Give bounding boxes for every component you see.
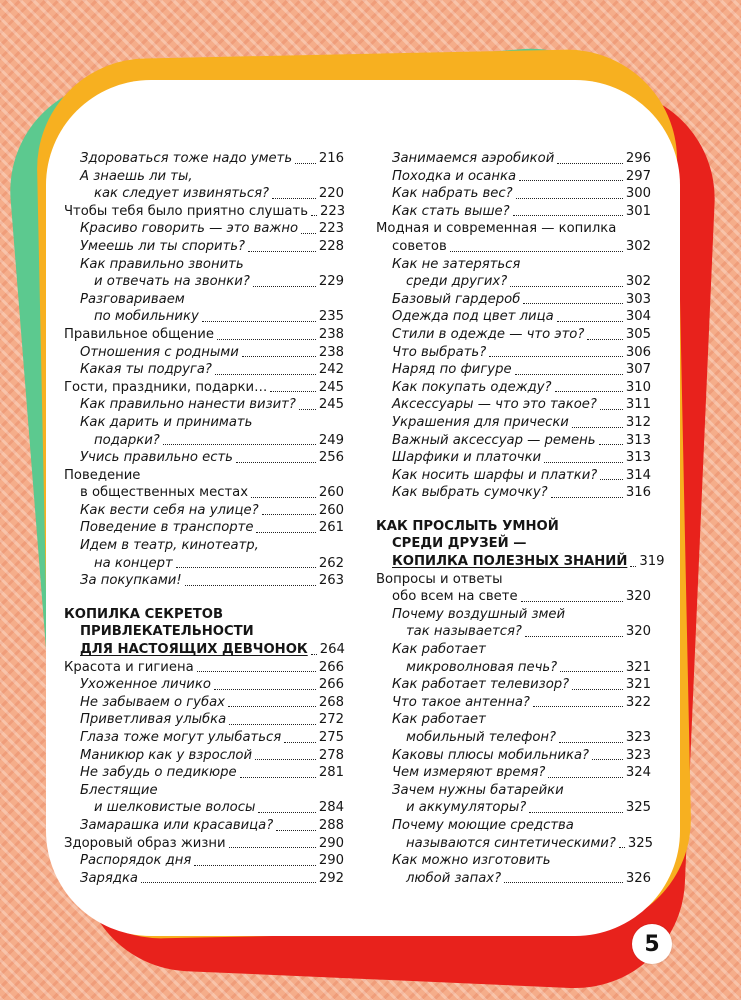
toc-entry-title: Какая ты подруга?	[80, 362, 212, 378]
toc-entry	[64, 747, 344, 765]
toc-entry	[64, 502, 344, 520]
toc-entry-page: 303	[625, 291, 651, 307]
toc-entry	[376, 203, 651, 221]
dot-leader	[504, 882, 623, 883]
toc-entry	[376, 747, 651, 765]
toc-entry	[376, 764, 651, 782]
dot-leader	[555, 391, 623, 392]
toc-entry-title: За покупками!	[80, 573, 182, 589]
toc-entry-page: 275	[318, 730, 344, 745]
toc-entry	[376, 256, 651, 274]
dot-leader	[489, 356, 623, 357]
toc-entry-title: КАК ПРОСЛЫТЬ УМНОЙ	[376, 518, 559, 534]
toc-entry	[376, 606, 651, 624]
toc-entry-title: Учись правильно есть	[80, 450, 233, 466]
toc-entry-title: мобильный телефон?	[406, 730, 557, 745]
toc-entry-title: Умеешь ли ты спорить?	[80, 238, 246, 254]
toc-entry-title: Правильное общение	[64, 326, 214, 342]
toc-entry-title: Поведение	[64, 467, 141, 483]
toc-entry-page: 260	[318, 485, 344, 501]
toc-entry-page: 229	[318, 274, 344, 290]
toc-section-heading	[376, 518, 651, 536]
toc-entry-title: Шарфики и платочки	[392, 450, 542, 466]
toc-entry-page: 314	[625, 467, 651, 483]
toc-entry	[376, 396, 651, 414]
toc-entry-title: СРЕДИ ДРУЗЕЙ —	[392, 536, 527, 552]
toc-entry-title: А знаешь ли ты,	[80, 168, 193, 184]
toc-entry-page: 296	[625, 151, 651, 166]
toc-entry-page: 306	[625, 344, 651, 360]
toc-entry-title: Украшения для прически	[392, 414, 569, 430]
toc-entry-page: 290	[318, 835, 344, 851]
dot-leader	[197, 671, 316, 672]
toc-entry	[64, 659, 344, 677]
toc-entry-title: Гости, праздники, подарки…	[64, 379, 268, 395]
toc-entry	[64, 782, 344, 800]
toc-entry-title: Идем в театр, кинотеатр,	[80, 538, 259, 554]
dot-leader	[176, 567, 316, 568]
toc-entry-page: 260	[318, 502, 344, 518]
toc-entry-title: Чем измеряют время?	[392, 765, 546, 781]
toc-entry	[376, 361, 651, 379]
dot-leader	[630, 566, 636, 567]
toc-entry-page: 272	[318, 712, 344, 728]
dot-leader	[217, 339, 316, 340]
toc-entry-title: так называется?	[406, 624, 522, 640]
toc-entry-title: Одежда под цвет лица	[392, 309, 554, 325]
toc-entry	[376, 185, 651, 203]
toc-entry-page: 290	[318, 853, 344, 869]
toc-entry	[64, 432, 344, 450]
toc-entry-page: 220	[318, 186, 344, 202]
dot-leader	[619, 847, 625, 848]
toc-entry-title: КОПИЛКА ПОЛЕЗНЫХ ЗНАНИЙ	[392, 554, 628, 570]
toc-entry	[64, 555, 344, 573]
dot-leader	[229, 847, 316, 848]
dot-leader	[229, 724, 316, 725]
toc-entry-page: 325	[627, 835, 654, 851]
toc-entry-title: Чтобы тебя было приятно слушать	[64, 203, 308, 219]
toc-entry	[376, 694, 651, 712]
dot-leader	[272, 198, 316, 199]
toc-entry-title: Зачем нужны батарейки	[392, 782, 564, 798]
toc-entry-page: 235	[318, 309, 344, 325]
toc-entry-title: советов	[392, 238, 447, 254]
toc-section-heading	[376, 553, 665, 571]
toc-entry	[64, 467, 344, 485]
dot-leader	[521, 601, 623, 602]
toc-entry	[64, 273, 344, 291]
toc-entry	[64, 852, 344, 870]
dot-leader	[236, 462, 316, 463]
toc-column-left	[64, 150, 344, 887]
toc-entry	[376, 659, 651, 677]
toc-entry-title: КОПИЛКА СЕКРЕТОВ	[64, 606, 223, 622]
dot-leader	[600, 479, 623, 480]
toc-entry	[64, 729, 344, 747]
toc-entry-title: Стили в одежде — что это?	[392, 326, 585, 342]
toc-entry	[376, 432, 651, 450]
toc-entry-page: 313	[625, 450, 651, 466]
toc-entry-title: Каковы плюсы мобильника?	[392, 747, 590, 763]
dot-leader	[311, 654, 317, 655]
toc-entry-page: 223	[319, 203, 346, 219]
toc-entry-page: 245	[318, 397, 344, 413]
toc-entry	[64, 326, 344, 344]
toc-entry-page: 316	[625, 485, 651, 501]
toc-entry-title: Как не затеряться	[392, 256, 521, 272]
dot-leader	[214, 689, 316, 690]
toc-entry-page: 304	[625, 309, 651, 325]
toc-entry-page: 311	[625, 397, 651, 413]
toc-entry-title: Разговариваем	[80, 291, 185, 307]
toc-entry-title: на концерт	[94, 555, 173, 571]
toc-entry	[376, 150, 651, 168]
dot-leader	[185, 585, 316, 586]
dot-leader	[516, 198, 623, 199]
toc-entry	[64, 185, 344, 203]
toc-entry-title: Как дарить и принимать	[80, 414, 253, 430]
toc-entry	[64, 676, 344, 694]
toc-entry-title: Отношения с родными	[80, 344, 239, 360]
toc-entry-title: любой запах?	[406, 870, 502, 886]
toc-entry-title: Не забудь о педикюре	[80, 765, 237, 781]
toc-entry	[64, 220, 344, 238]
toc-entry	[376, 238, 651, 256]
toc-entry	[376, 623, 651, 641]
toc-entry-title: Не забываем о губах	[80, 694, 225, 710]
page-number: 5	[632, 924, 672, 964]
toc-entry-page: 300	[625, 186, 651, 202]
toc-entry-title: и шелковистые волосы	[94, 800, 256, 816]
toc-entry-page: 216	[318, 151, 344, 166]
toc-entry-page: 278	[318, 747, 344, 763]
toc-entry	[64, 379, 344, 397]
toc-entry	[376, 729, 651, 747]
toc-entry	[64, 203, 344, 221]
toc-entry	[376, 835, 654, 853]
toc-entry	[64, 835, 344, 853]
toc-entry-title: Зарядка	[80, 870, 139, 886]
toc-entry-page: 313	[625, 432, 651, 448]
toc-entry	[64, 344, 344, 362]
toc-entry-title: Что такое антенна?	[392, 694, 530, 710]
dot-leader	[560, 671, 623, 672]
dot-leader	[525, 636, 623, 637]
toc-entry-page: 321	[625, 677, 651, 693]
dot-leader	[599, 444, 623, 445]
dot-leader	[513, 215, 623, 216]
dot-leader	[270, 391, 316, 392]
dot-leader	[194, 865, 316, 866]
toc-entry	[64, 694, 344, 712]
toc-entry-title: Почему воздушный змей	[392, 606, 566, 622]
toc-entry-page: 268	[318, 694, 344, 710]
dot-leader	[557, 163, 623, 164]
toc-entry	[64, 361, 344, 379]
toc-entry-title: Как работает телевизор?	[392, 677, 570, 693]
toc-entry	[376, 571, 651, 589]
toc-entry-page: 281	[318, 765, 344, 781]
toc-entry-page: 256	[318, 450, 344, 466]
toc-entry-title: по мобильнику	[94, 309, 199, 325]
toc-section-heading	[64, 623, 344, 641]
toc-entry	[64, 291, 344, 309]
toc-entry	[376, 817, 651, 835]
toc-entry	[376, 326, 651, 344]
toc-entry-title: Здоровый образ жизни	[64, 835, 226, 851]
section-gap	[64, 590, 344, 606]
toc-entry	[64, 817, 344, 835]
toc-entry	[64, 308, 344, 326]
toc-entry-title: среди других?	[406, 274, 508, 290]
toc-entry-page: 319	[639, 554, 665, 570]
toc-entry-page: 297	[625, 168, 651, 184]
toc-entry-page: 223	[318, 221, 344, 237]
toc-entry	[64, 449, 344, 467]
dot-leader	[248, 251, 316, 252]
dot-leader	[255, 759, 316, 760]
dot-leader	[587, 339, 623, 340]
toc-entry	[64, 537, 344, 555]
toc-entry-title: Красота и гигиена	[64, 659, 194, 675]
dot-leader	[572, 427, 623, 428]
dot-leader	[256, 532, 315, 533]
toc-entry-title: Занимаемся аэробикой	[392, 151, 555, 166]
toc-entry-title: Как правильно нанести визит?	[80, 397, 296, 413]
toc-entry-page: 321	[625, 659, 651, 675]
toc-column-right	[376, 150, 665, 887]
toc-entry-title: и отвечать на звонки?	[94, 274, 250, 290]
toc-entry-title: Важный аксессуар — ремень	[392, 432, 596, 448]
toc-entry	[64, 150, 344, 168]
toc-entry-page: 262	[318, 555, 344, 571]
toc-entry-page: 292	[318, 870, 344, 886]
toc-entry-title: Ухоженное личико	[80, 677, 211, 693]
dot-leader	[141, 882, 316, 883]
toc-entry	[376, 308, 651, 326]
toc-entry-page: 266	[318, 677, 344, 693]
toc-entry-page: 263	[318, 573, 344, 589]
toc-entry	[64, 764, 344, 782]
toc-entry	[64, 484, 344, 502]
dot-leader	[600, 409, 623, 410]
toc-entry-title: подарки?	[94, 432, 160, 448]
dot-leader	[262, 514, 316, 515]
toc-entry	[376, 799, 651, 817]
toc-entry	[376, 641, 651, 659]
toc-entry-title: Здороваться тоже надо уметь	[80, 151, 293, 166]
toc-entry-title: Вопросы и ответы	[376, 571, 503, 587]
toc-entry-title: Блестящие	[80, 782, 158, 798]
toc-entry-page: 324	[625, 765, 651, 781]
toc-entry-title: Как работает	[392, 712, 486, 728]
toc-entry-title: Как можно изготовить	[392, 853, 551, 869]
dot-leader	[551, 497, 623, 498]
toc-entry	[64, 414, 344, 432]
toc-entry-title: как следует извиняться?	[94, 186, 270, 202]
dot-leader	[242, 356, 316, 357]
toc-entry-page: 238	[318, 326, 344, 342]
dot-leader	[215, 374, 316, 375]
toc-entry-page: 325	[625, 800, 651, 816]
toc-entry-title: ДЛЯ НАСТОЯЩИХ ДЕВЧОНОК	[80, 642, 308, 658]
toc-entry-title: Что выбрать?	[392, 344, 487, 360]
toc-entry	[376, 852, 651, 870]
toc-entry-page: 323	[625, 747, 651, 763]
dot-leader	[253, 286, 316, 287]
dot-leader	[163, 444, 316, 445]
toc-entry-title: Глаза тоже могут улыбаться	[80, 730, 282, 745]
dot-leader	[202, 321, 316, 322]
toc-entry-title: Базовый гардероб	[392, 291, 521, 307]
dot-leader	[299, 409, 316, 410]
toc-entry	[376, 291, 651, 309]
toc-entry-page: 307	[625, 362, 651, 378]
dot-leader	[276, 830, 316, 831]
toc-entry-title: ПРИВЛЕКАТЕЛЬНОСТИ	[80, 624, 254, 640]
toc-entry-title: Приветливая улыбка	[80, 712, 227, 728]
dot-leader	[311, 215, 317, 216]
dot-leader	[592, 759, 623, 760]
toc-entry-title: Поведение в транспорте	[80, 520, 254, 536]
toc-entry-page: 302	[625, 238, 651, 254]
toc-entry	[376, 467, 651, 485]
toc-section-heading	[64, 641, 344, 659]
dot-leader	[510, 286, 623, 287]
toc-entry-title: Наряд по фигуре	[392, 362, 512, 378]
toc-entry-title: и аккумуляторы?	[406, 800, 527, 816]
toc-entry-title: Модная и современная — копилка	[376, 221, 617, 237]
dot-leader	[258, 812, 315, 813]
toc-entry-page: 261	[318, 520, 344, 536]
dot-leader	[523, 303, 622, 304]
toc-entry-page: 264	[319, 642, 345, 658]
toc-entry-page: 242	[318, 362, 344, 378]
toc-entry-title: называются синтетическими?	[406, 835, 616, 851]
dot-leader	[228, 706, 316, 707]
toc-entry	[376, 588, 651, 606]
toc-entry-page: 312	[625, 414, 651, 430]
dot-leader	[450, 251, 623, 252]
toc-entry-page: 320	[625, 589, 651, 605]
toc-entry	[64, 711, 344, 729]
toc-entry-page: 228	[318, 238, 344, 254]
toc-entry-page: 249	[318, 432, 344, 448]
dot-leader	[572, 689, 623, 690]
dot-leader	[544, 462, 623, 463]
dot-leader	[251, 497, 316, 498]
toc-entry	[376, 449, 651, 467]
dot-leader	[529, 812, 623, 813]
section-gap	[376, 502, 651, 518]
dot-leader	[557, 321, 623, 322]
toc-entry	[64, 519, 344, 537]
dot-leader	[515, 374, 623, 375]
toc-entry-title: Распорядок дня	[80, 853, 192, 869]
toc-section-heading	[64, 606, 344, 624]
toc-entry-title: Как работает	[392, 642, 486, 658]
toc-entry	[376, 168, 651, 186]
toc-entry-title: Аксессуары — что это такое?	[392, 397, 597, 413]
toc-entry	[376, 484, 651, 502]
toc-entry	[64, 396, 344, 414]
dot-leader	[533, 706, 623, 707]
toc-entry-title: Замарашка или красавица?	[80, 817, 274, 833]
toc-entry	[376, 870, 651, 888]
toc-entry-page: 302	[625, 274, 651, 290]
toc-entry	[64, 256, 344, 274]
toc-entry	[376, 273, 651, 291]
toc-entry-title: Красиво говорить — это важно	[80, 221, 299, 237]
toc-entry-page: 320	[625, 624, 651, 640]
toc-entry	[376, 676, 651, 694]
toc-entry	[376, 414, 651, 432]
toc-entry-title: Почему моющие средства	[392, 817, 574, 833]
toc-entry-page: 301	[625, 203, 651, 219]
dot-leader	[548, 777, 622, 778]
toc-entry	[64, 238, 344, 256]
toc-entry	[64, 168, 344, 186]
dot-leader	[240, 777, 316, 778]
toc-entry-title: обо всем на свете	[392, 589, 518, 605]
toc-entry	[64, 799, 344, 817]
toc-entry	[376, 220, 651, 238]
toc-entry-page: 288	[318, 817, 344, 833]
toc-entry-title: микроволновая печь?	[406, 659, 558, 675]
toc-entry-page: 284	[318, 800, 344, 816]
toc-entry-title: в общественных местах	[80, 485, 249, 501]
dot-leader	[301, 233, 316, 234]
toc-entry	[64, 870, 344, 888]
toc-entry-page: 310	[625, 379, 651, 395]
toc-entry-page: 238	[318, 344, 344, 360]
toc-entry-title: Как вести себя на улице?	[80, 502, 259, 518]
toc-entry-title: Как покупать одежду?	[392, 379, 552, 395]
toc-entry-page: 266	[318, 659, 344, 675]
dot-leader	[559, 742, 623, 743]
toc-entry-title: Как выбрать сумочку?	[392, 485, 548, 501]
toc-entry-title: Как правильно звонить	[80, 256, 244, 272]
toc-entry	[376, 711, 651, 729]
toc-entry	[64, 572, 344, 590]
toc-entry-title: Как стать выше?	[392, 203, 510, 219]
toc-entry-title: Маникюр как у взрослой	[80, 747, 253, 763]
toc-entry-title: Как носить шарфы и платки?	[392, 467, 598, 483]
toc-entry-page: 305	[625, 326, 651, 342]
dot-leader	[519, 180, 623, 181]
toc-section-heading	[376, 535, 651, 553]
toc-entry-title: Походка и осанка	[392, 168, 517, 184]
toc-entry-page: 322	[625, 694, 651, 710]
toc-entry-page: 323	[625, 730, 651, 745]
dot-leader	[284, 742, 316, 743]
toc-entry	[376, 344, 651, 362]
toc-entry-page: 326	[625, 870, 651, 886]
dot-leader	[295, 163, 316, 164]
toc-entry	[376, 782, 651, 800]
toc-entry-page: 245	[318, 379, 344, 395]
toc-entry-title: Как набрать вес?	[392, 186, 513, 202]
toc-entry	[376, 379, 651, 397]
